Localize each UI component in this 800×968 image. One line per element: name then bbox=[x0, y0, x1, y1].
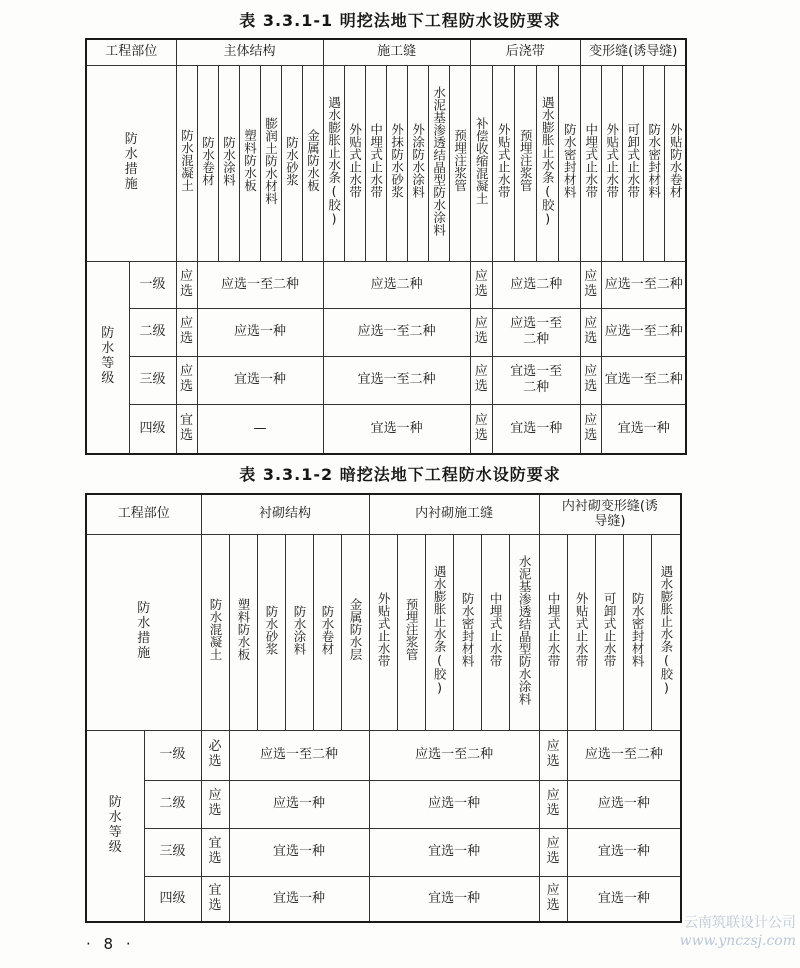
measure-label: 防水砂浆 bbox=[264, 604, 280, 655]
concrete-cell bbox=[201, 730, 229, 780]
measure-header bbox=[595, 534, 623, 730]
waterstop-cell bbox=[539, 876, 567, 922]
post-pour-concrete-cell bbox=[470, 356, 492, 404]
waterstop-cell bbox=[539, 780, 567, 828]
measure-label: 预埋注浆管 bbox=[404, 598, 420, 661]
corner-header: 工程部位 bbox=[86, 494, 201, 534]
waterstop-value: 应选 bbox=[584, 412, 598, 443]
construction-joint-cell: 应选二种 bbox=[323, 261, 470, 308]
grade-cell: 三级 bbox=[129, 356, 176, 404]
lining-structure-cell: 宜选一种 bbox=[229, 828, 369, 876]
measure-header bbox=[397, 534, 425, 730]
measure-label: 金属防水板 bbox=[305, 129, 321, 192]
concrete-value: 宜选 bbox=[180, 412, 194, 443]
inner-lining-joint-cell: 应选一至二种 bbox=[369, 730, 539, 780]
measure-header bbox=[622, 65, 643, 261]
group-header-text: 内衬砌变形缝(诱导缝) bbox=[561, 498, 658, 530]
measure-label: 遇水膨胀止水条(胶) bbox=[326, 95, 342, 226]
measure-header bbox=[386, 65, 407, 261]
measure-header bbox=[539, 534, 567, 730]
deformation-joint-cell: 应选一至二种 bbox=[567, 730, 681, 780]
construction-joint-cell: 应选一至二种 bbox=[323, 308, 470, 356]
measure-label: 防水卷材 bbox=[200, 135, 216, 186]
table-row bbox=[86, 780, 681, 828]
measure-label: 外贴式止水带 bbox=[574, 592, 590, 668]
waterstop-value: 应选 bbox=[584, 316, 598, 346]
measure-label: 金属防水层 bbox=[348, 598, 364, 661]
post-pour-concrete-value: 应选 bbox=[474, 268, 488, 299]
waterstop-cell bbox=[539, 828, 567, 876]
measure-header bbox=[623, 534, 651, 730]
construction-joint-cell: 宜选一至二种 bbox=[323, 356, 470, 404]
measure-header bbox=[302, 65, 323, 261]
measure-label: 外贴式止水带 bbox=[604, 123, 620, 199]
measure-header bbox=[197, 65, 218, 261]
grade-cell: 四级 bbox=[144, 876, 201, 922]
measure-header bbox=[514, 65, 536, 261]
table-1-open-cut bbox=[85, 38, 687, 455]
inner-lining-joint-cell: 宜选一种 bbox=[369, 876, 539, 922]
measure-header bbox=[428, 65, 449, 261]
group-header-construction-joint: 施工缝 bbox=[323, 39, 470, 65]
grade-label: 防水等级 bbox=[101, 326, 115, 387]
measure-label: 防水密封材料 bbox=[646, 123, 662, 199]
measure-header bbox=[558, 65, 580, 261]
measure-header bbox=[239, 65, 260, 261]
table-2-caption: 表 3.3.1-2 暗挖法地下工程防水设防要求 bbox=[239, 465, 561, 484]
waterstop-cell bbox=[580, 404, 601, 454]
table-row bbox=[86, 828, 681, 876]
lining-structure-cell: 应选一种 bbox=[229, 780, 369, 828]
concrete-value: 必选 bbox=[208, 739, 222, 769]
measure-label: 遇水膨胀止水条(胶) bbox=[658, 564, 674, 695]
measure-label: 外贴防水卷材 bbox=[668, 123, 684, 199]
grade-cell: 四级 bbox=[129, 404, 176, 454]
measure-header bbox=[323, 65, 344, 261]
concrete-cell bbox=[176, 261, 197, 308]
post-pour-concrete-cell bbox=[470, 308, 492, 356]
corner-header: 工程部位 bbox=[86, 39, 176, 65]
measure-header bbox=[643, 65, 664, 261]
measure-label: 中埋式止水带 bbox=[488, 592, 504, 668]
measure-header bbox=[470, 65, 492, 261]
measure-header bbox=[218, 65, 239, 261]
measure-header bbox=[509, 534, 539, 730]
post-pour-strip-cell: 宜选一种 bbox=[492, 404, 580, 454]
measure-header bbox=[341, 534, 369, 730]
measure-label: 防水密封材料 bbox=[630, 592, 646, 668]
measures-label: 防水措施 bbox=[124, 132, 138, 192]
page-number: · 8 · bbox=[86, 935, 135, 953]
post-pour-concrete-value: 应选 bbox=[474, 412, 488, 443]
measure-header bbox=[492, 65, 514, 261]
measure-header bbox=[601, 65, 622, 261]
measure-header bbox=[313, 534, 341, 730]
measure-label: 外涂防水涂料 bbox=[410, 123, 426, 199]
table-2-tunneling bbox=[85, 493, 682, 923]
measure-header bbox=[257, 534, 285, 730]
measure-label: 防水混凝土 bbox=[179, 129, 195, 192]
waterstop-cell bbox=[580, 308, 601, 356]
post-pour-concrete-cell bbox=[470, 261, 492, 308]
deformation-joint-cell: 应选一至二种 bbox=[601, 308, 686, 356]
deformation-joint-cell: 宜选一种 bbox=[601, 404, 686, 454]
table-row bbox=[86, 404, 686, 454]
main-structure-cell: — bbox=[197, 404, 323, 454]
measure-header bbox=[176, 65, 197, 261]
measures-label-cell bbox=[86, 65, 176, 261]
concrete-cell bbox=[201, 828, 229, 876]
grade-cell: 一级 bbox=[129, 261, 176, 308]
post-pour-strip-cell bbox=[492, 356, 580, 404]
concrete-value: 应选 bbox=[180, 268, 194, 299]
measure-header bbox=[201, 534, 229, 730]
concrete-value: 宜选 bbox=[208, 836, 222, 866]
group-header-lining-structure: 衬砌结构 bbox=[201, 494, 369, 534]
measure-label: 防水密封材料 bbox=[460, 592, 476, 668]
measure-label: 遇水膨胀止水条(胶) bbox=[540, 95, 556, 226]
table-row bbox=[86, 356, 686, 404]
deformation-joint-cell: 应选一至二种 bbox=[601, 261, 686, 308]
concrete-cell bbox=[176, 356, 197, 404]
group-header-inner-lining-joint: 内衬砌施工缝 bbox=[369, 494, 539, 534]
waterstop-cell bbox=[539, 730, 567, 780]
measure-label: 可卸式止水带 bbox=[625, 123, 641, 199]
measure-label: 遇水膨胀止水条(胶) bbox=[432, 564, 448, 695]
post-pour-strip-value: 宜选一至二种 bbox=[510, 364, 563, 395]
table-row bbox=[86, 876, 681, 922]
measure-label: 外抹防水砂浆 bbox=[389, 123, 405, 199]
deformation-joint-cell: 应选一种 bbox=[567, 780, 681, 828]
table-row bbox=[86, 730, 681, 780]
measure-label: 外贴式止水带 bbox=[347, 123, 363, 199]
grade-cell: 二级 bbox=[129, 308, 176, 356]
table-row bbox=[86, 261, 686, 308]
grade-cell: 二级 bbox=[144, 780, 201, 828]
inner-lining-joint-cell: 宜选一种 bbox=[369, 828, 539, 876]
group-header-deformation-joint: 变形缝(诱导缝) bbox=[580, 39, 686, 65]
measure-header bbox=[285, 534, 313, 730]
measure-header bbox=[664, 65, 686, 261]
measure-label: 中埋式止水带 bbox=[368, 123, 384, 199]
concrete-value: 应选 bbox=[180, 364, 194, 394]
measure-header bbox=[260, 65, 281, 261]
grade-label-cell bbox=[86, 261, 129, 454]
post-pour-concrete-cell bbox=[470, 404, 492, 454]
table-1-caption: 表 3.3.1-1 明挖法地下工程防水设防要求 bbox=[239, 11, 561, 30]
measure-header bbox=[481, 534, 509, 730]
table-row bbox=[86, 308, 686, 356]
watermark bbox=[598, 914, 796, 950]
grade-label: 防水等级 bbox=[108, 794, 122, 855]
concrete-cell bbox=[176, 308, 197, 356]
concrete-value: 应选 bbox=[180, 316, 194, 346]
concrete-value: 宜选 bbox=[208, 882, 222, 913]
waterstop-value: 应选 bbox=[546, 739, 560, 769]
concrete-cell bbox=[201, 876, 229, 922]
post-pour-strip-cell: 应选二种 bbox=[492, 261, 580, 308]
post-pour-concrete-value: 应选 bbox=[474, 364, 488, 394]
measure-label: 补偿收缩混凝土 bbox=[474, 116, 490, 205]
post-pour-strip-value: 应选一至二种 bbox=[510, 316, 563, 347]
measure-label: 水泥基渗透结晶型防水涂料 bbox=[517, 554, 533, 705]
waterstop-cell bbox=[580, 261, 601, 308]
watermark-url: www.ynczsj.com bbox=[679, 933, 796, 949]
measures-label-cell bbox=[86, 534, 201, 730]
deformation-joint-cell: 宜选一至二种 bbox=[601, 356, 686, 404]
grade-cell: 一级 bbox=[144, 730, 201, 780]
measure-header bbox=[453, 534, 481, 730]
measure-label: 膨润土防水材料 bbox=[263, 116, 279, 205]
measure-header bbox=[425, 534, 453, 730]
measure-header bbox=[536, 65, 558, 261]
waterstop-value: 应选 bbox=[584, 268, 598, 299]
measure-label: 中埋式止水带 bbox=[583, 123, 599, 199]
concrete-cell bbox=[201, 780, 229, 828]
measure-label: 防水混凝土 bbox=[208, 598, 224, 661]
measure-header bbox=[449, 65, 470, 261]
waterstop-cell bbox=[580, 356, 601, 404]
waterstop-value: 应选 bbox=[584, 364, 598, 394]
measure-label: 可卸式止水带 bbox=[602, 592, 618, 668]
main-structure-cell: 宜选一种 bbox=[197, 356, 323, 404]
main-structure-cell: 应选一至二种 bbox=[197, 261, 323, 308]
construction-joint-cell: 宜选一种 bbox=[323, 404, 470, 454]
lining-structure-cell: 宜选一种 bbox=[229, 876, 369, 922]
post-pour-concrete-value: 应选 bbox=[474, 316, 488, 346]
measure-label: 防水砂浆 bbox=[284, 135, 300, 186]
waterstop-value: 应选 bbox=[546, 882, 560, 913]
post-pour-strip-cell bbox=[492, 308, 580, 356]
measure-header bbox=[567, 534, 595, 730]
group-header-inner-lining-deformation-joint bbox=[539, 494, 681, 534]
grade-label-cell bbox=[86, 730, 144, 922]
measures-label: 防水措施 bbox=[137, 601, 151, 661]
measure-label: 塑料防水板 bbox=[236, 598, 252, 661]
measure-label: 防水涂料 bbox=[221, 135, 237, 186]
lining-structure-cell: 应选一至二种 bbox=[229, 730, 369, 780]
measure-label: 防水密封材料 bbox=[562, 123, 578, 199]
measure-label: 外贴式止水带 bbox=[376, 592, 392, 668]
concrete-cell bbox=[176, 404, 197, 454]
measure-label: 水泥基渗透结晶型防水涂料 bbox=[431, 85, 447, 236]
measure-header bbox=[369, 534, 397, 730]
measure-label: 预埋注浆管 bbox=[452, 129, 468, 192]
measure-header bbox=[229, 534, 257, 730]
deformation-joint-cell: 宜选一种 bbox=[567, 876, 681, 922]
deformation-joint-cell: 宜选一种 bbox=[567, 828, 681, 876]
inner-lining-joint-cell: 应选一种 bbox=[369, 780, 539, 828]
group-header-post-pour-strip: 后浇带 bbox=[470, 39, 580, 65]
waterstop-value: 应选 bbox=[546, 836, 560, 866]
grade-cell: 三级 bbox=[144, 828, 201, 876]
measure-label: 塑料防水板 bbox=[242, 129, 258, 192]
group-header-main-structure: 主体结构 bbox=[176, 39, 323, 65]
measure-header bbox=[407, 65, 428, 261]
measure-label: 防水卷材 bbox=[320, 604, 336, 655]
measure-header bbox=[281, 65, 302, 261]
measure-header bbox=[580, 65, 601, 261]
measure-header bbox=[344, 65, 365, 261]
watermark-company: 云南筑联设计公司 bbox=[684, 915, 796, 931]
concrete-value: 应选 bbox=[208, 788, 222, 818]
measure-header bbox=[365, 65, 386, 261]
measure-label: 防水涂料 bbox=[292, 604, 308, 655]
main-structure-cell: 应选一种 bbox=[197, 308, 323, 356]
measure-header bbox=[651, 534, 681, 730]
measure-label: 预埋注浆管 bbox=[518, 129, 534, 192]
measure-label: 中埋式止水带 bbox=[546, 592, 562, 668]
waterstop-value: 应选 bbox=[546, 788, 560, 818]
measure-label: 外贴式止水带 bbox=[496, 123, 512, 199]
